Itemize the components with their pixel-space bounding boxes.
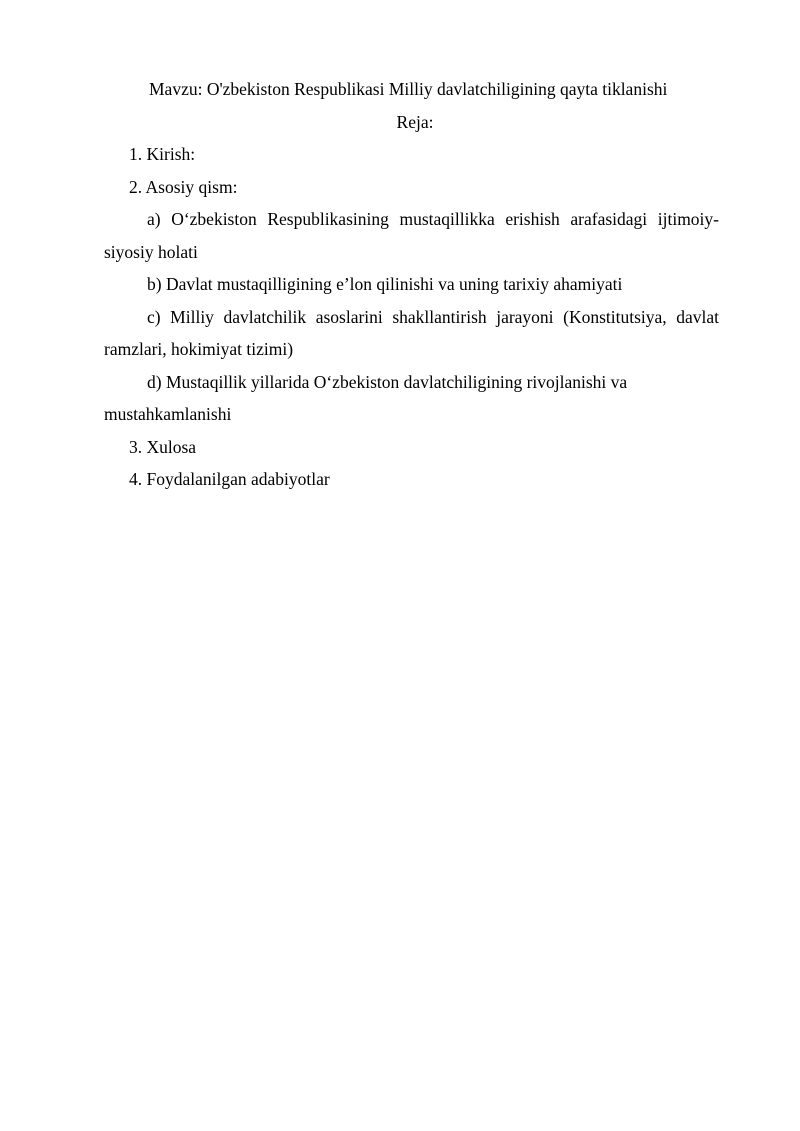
- document-title: Mavzu: O'zbekiston Respublikasi Milliy davlatchiligining qayta tiklanishi: [149, 79, 668, 99]
- plan-item-main: 2. Asosiy qism:: [129, 177, 238, 197]
- subitem-a-line1: a) O‘zbekiston Respublikasining mustaqillikka erishish arafasidagi ijtimoiy-: [147, 209, 719, 229]
- plan-heading: Reja:: [396, 112, 434, 132]
- subitem-a-line2: siyosiy holati: [104, 242, 198, 262]
- plan-item-conclusion: 3. Xulosa: [129, 437, 197, 457]
- subitem-c-line1: c) Milliy davlatchilik asoslarini shakllantirish jarayoni (Konstitutsiya, davlat: [147, 307, 719, 327]
- subitem-d-line2: mustahkamlanishi: [104, 404, 232, 424]
- plan-item-intro: 1. Kirish:: [129, 144, 196, 164]
- plan-item-references: 4. Foydalanilgan adabiyotlar: [129, 469, 330, 489]
- subitem-c-line2: ramzlari, hokimiyat tizimi): [104, 339, 294, 359]
- subitem-d-line1: d) Mustaqillik yillarida O‘zbekiston davlatchiligining rivojlanishi va: [147, 372, 628, 392]
- subitem-b: b) Davlat mustaqilligining e’lon qilinishi va uning tarixiy ahamiyati: [147, 274, 623, 294]
